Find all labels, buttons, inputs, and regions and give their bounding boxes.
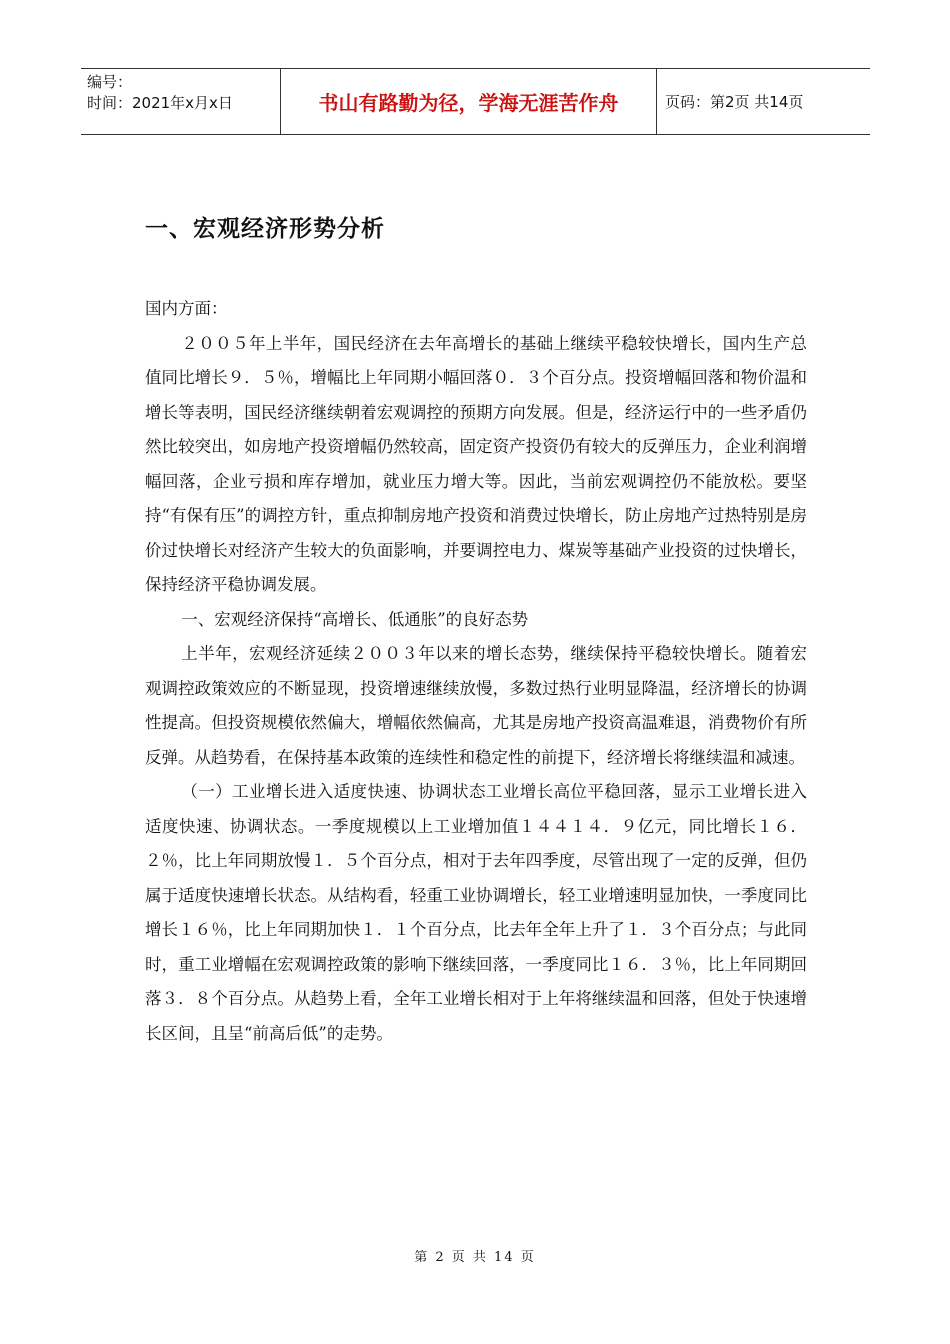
header-meta — [81, 69, 281, 134]
paragraph-first-half: 上半年，宏观经济延续２００３年以来的增长态势，继续保持平稳较快增长。随着宏观调控政策效应的不断显现，投资增速继续放慢，多数过热行业明显降温，经济增长的协调性提高。但投资规模依然偏大，增幅依然偏高，尤其是房地产投资高温难退，消费物价有所反弹。从趋势看，在保持基本政策的连续性和稳定性的前提下，经济增长将继续温和减速。 — [145, 644, 807, 767]
paragraph-overview: ２００５年上半年，国民经济在去年高增长的基础上继续平稳较快增长，国内生产总值同比增长９．５％，增幅比上年同期小幅回落０．３个百分点。投资增幅回落和物价温和增长等表明，国民经济继续朝着宏观调控的预期方向发展。但是，经济运行中的一些矛盾仍然比较突出，如房地产投资增幅仍然较高，固定资产投资仍有较大的反弹压力，企业利润增幅回落，企业亏损和库存增加，就业压力增大等。因此，当前宏观调控仍不能放松。要坚持“有保有压”的调控方针，重点抑制房地产投资和消费过快增长，防止房地产过热特别是房价过快增长对经济产生较大的负面影响，并要调控电力、煤炭等基础产业投资的过快增长，保持经济平稳协调发展。 — [145, 333, 807, 594]
page-header — [81, 68, 870, 135]
paragraph-domestic: 国内方面： — [145, 299, 228, 318]
document-number-label: 编号： — [87, 73, 133, 91]
section-title: 一、宏观经济形势分析 — [145, 216, 385, 242]
header-motto: 书山有路勤为径，学海无涯苦作舟 — [281, 69, 657, 134]
page-footer: 第 2 页 共 14 页 — [414, 1250, 536, 1265]
document-time-label: 时间：2021年x月x日 — [87, 94, 233, 112]
subsection-heading: 一、宏观经济保持“高增长、低通胀”的良好态势 — [181, 609, 529, 629]
document-body — [145, 292, 807, 1051]
header-page-label: 页码：第2页 共14页 — [665, 93, 804, 111]
paragraph-industry: （一）工业增长进入适度快速、协调状态工业增长高位平稳回落，显示工业增长进入适度快速、协调状态。一季度规模以上工业增加值１４４１４．９亿元，同比增长１６．２％，比上年同期放慢１．５个百分点，相对于去年四季度，尽管出现了一定的反弹，但仍属于适度快速增长状态。从结构看，轻重工业协调增长，轻工业增速明显加快，一季度同比增长１６％，比上年同期加快１．１个百分点，比去年全年上升了１．３个百分点；与此同时，重工业增幅在宏观调控政策的影响下继续回落，一季度同比１６．３％，比上年同期回落３．８个百分点。从趋势上看，全年工业增长相对于上年将继续温和回落，但处于快速增长区间，且呈“前高后低”的走势。 — [145, 782, 807, 1043]
